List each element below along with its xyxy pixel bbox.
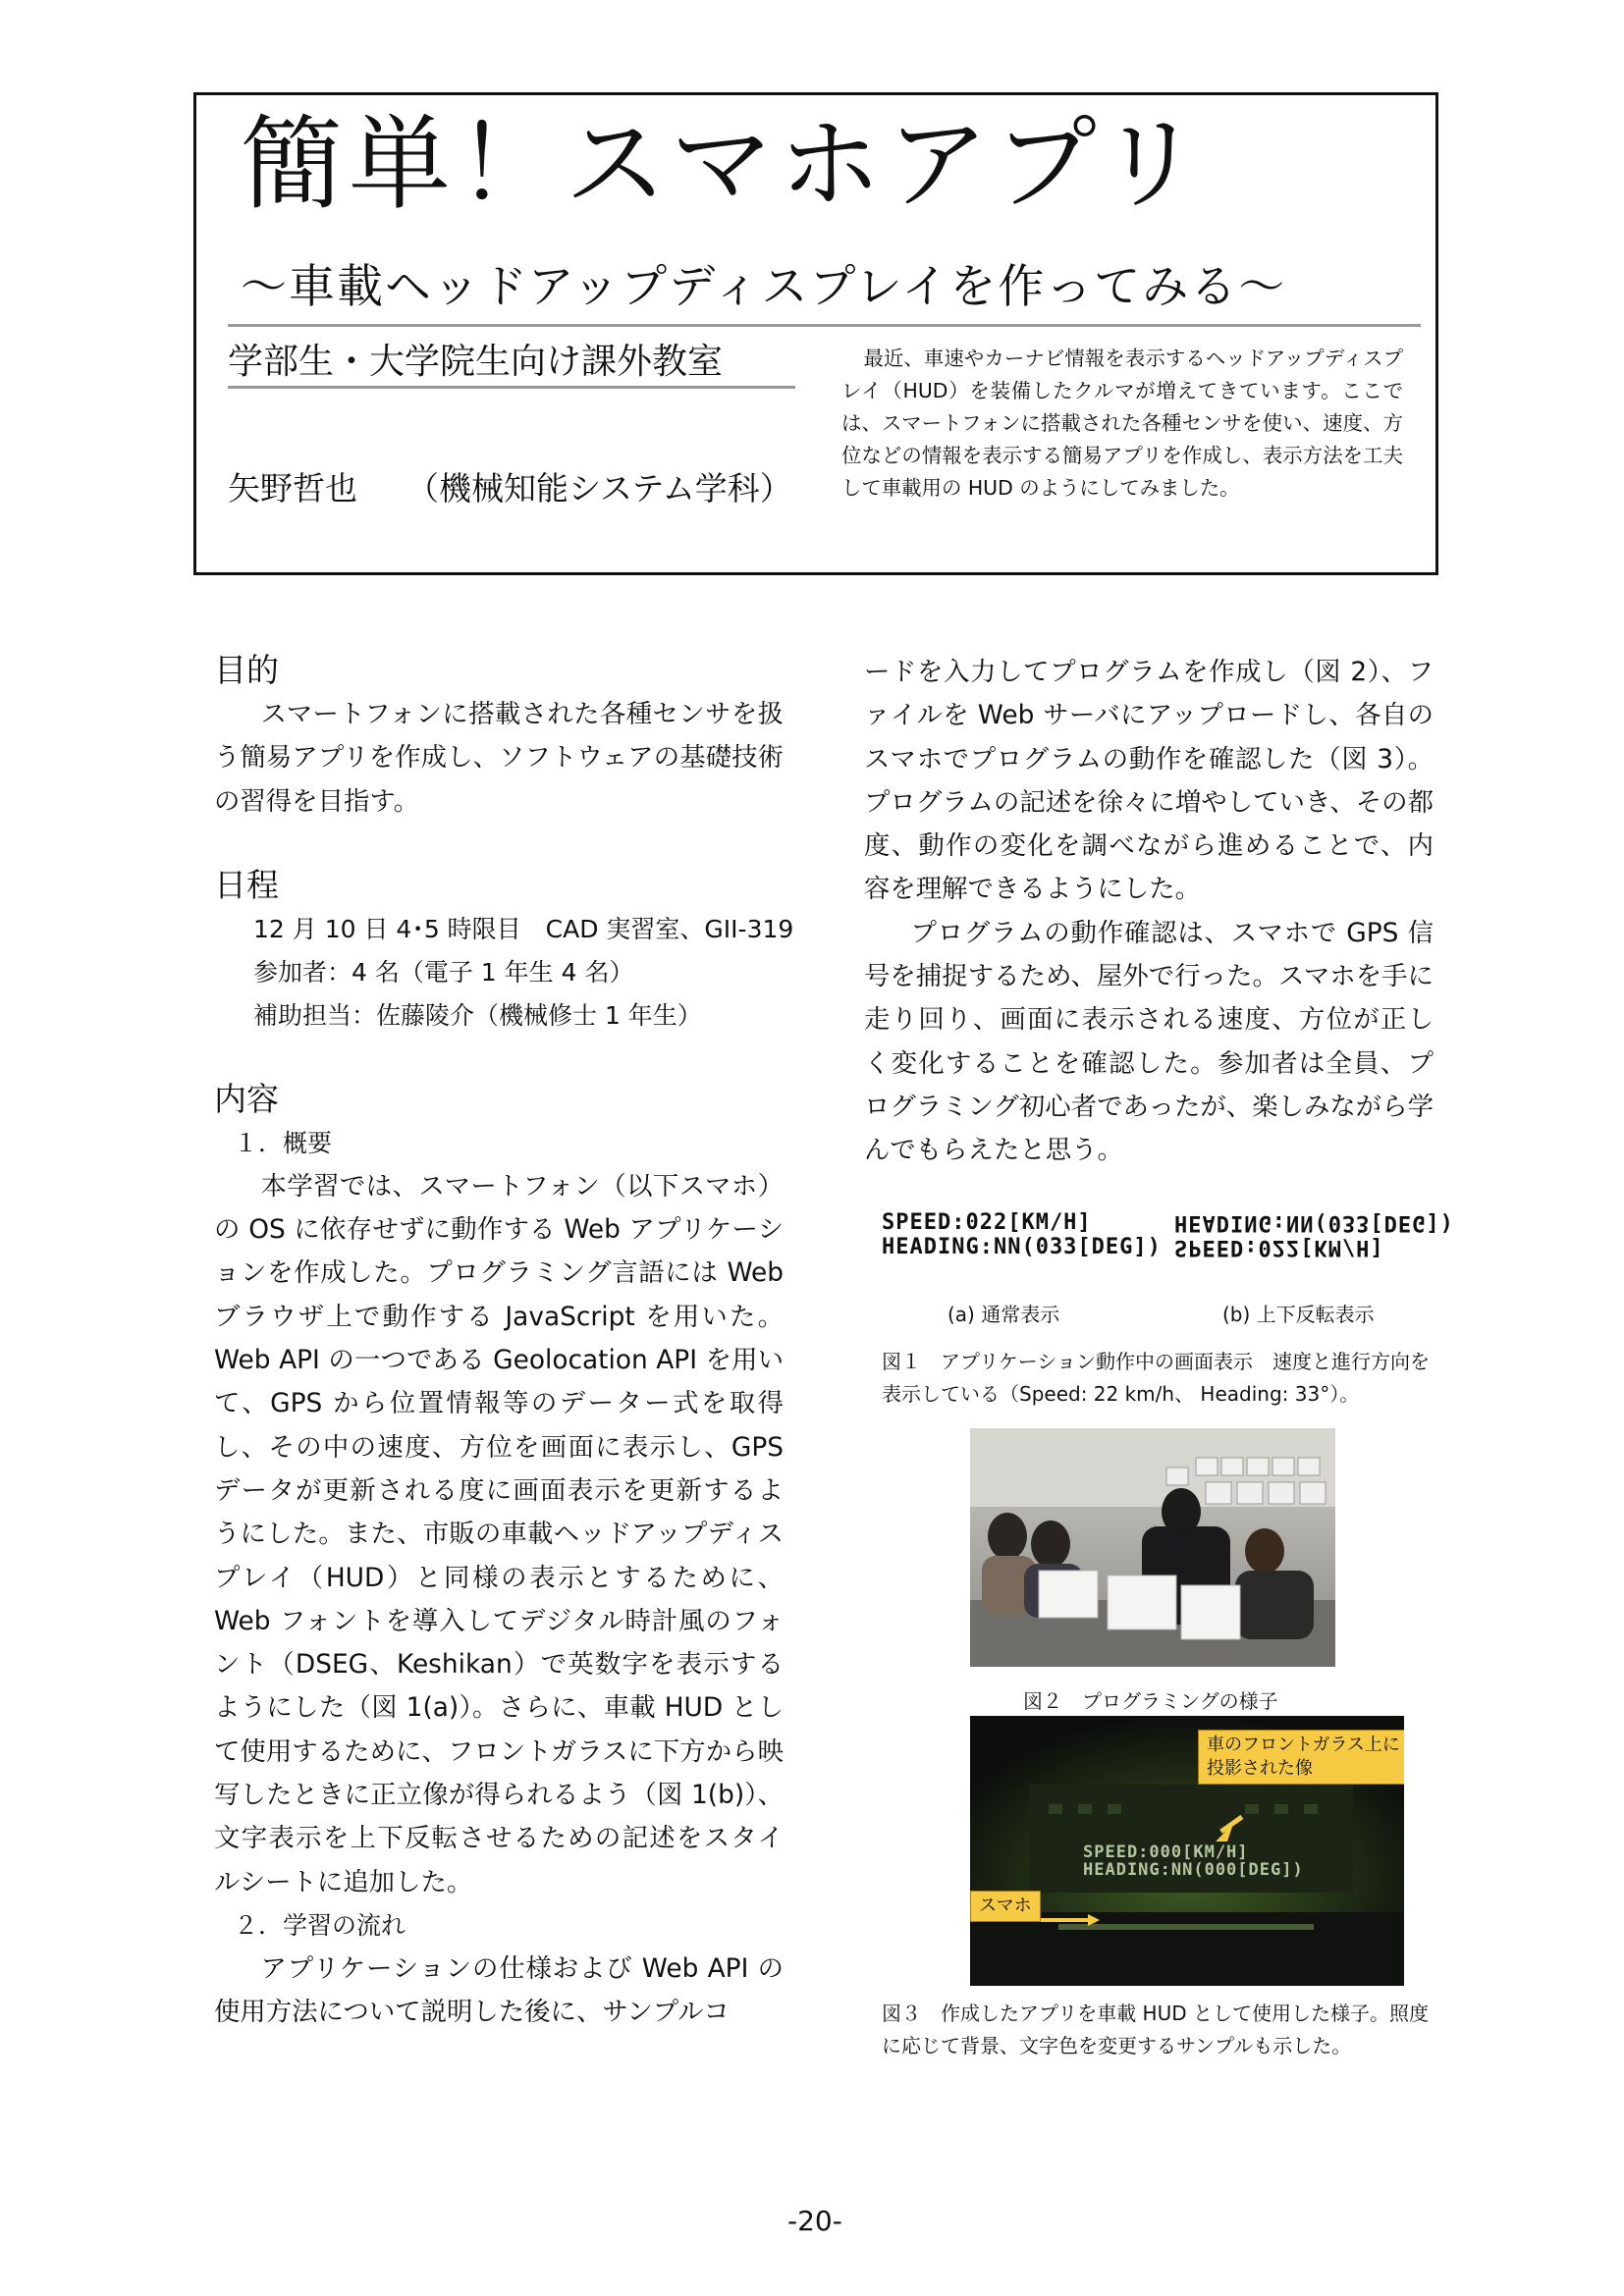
abstract: 最近、車速やカーナビ情報を表示するヘッドアップディスプレイ（HUD）を装備したクルマが増えてきています。ここでは、スマートフォンに搭載された各種センサを使い、速度、方位などの情報を表示する簡易アプリを作成し、表示方法を工夫して車載用の HUD のようにしてみました。	[841, 347, 1403, 500]
course-label: 学部生・大学院生向け課外教室	[228, 342, 724, 382]
section-title-purpose: 目的	[214, 651, 279, 689]
figure2-photo	[970, 1428, 1335, 1667]
smartphone-callout: スマホ	[970, 1891, 1041, 1922]
schedule-assistant: 補助担当：佐藤陵介（機械修士 1 年生）	[253, 1000, 702, 1030]
hud-heading-text: HEADING:NN(033[DEG])	[882, 1235, 1162, 1259]
schedule-participants: 参加者：4 名（電子 1 年生 4 名）	[253, 957, 634, 987]
figure1-label-a: (a) 通常表示	[947, 1303, 1060, 1326]
course-divider	[228, 386, 795, 389]
projected-heading-text: HEADING:NN(000[DEG])	[1083, 1860, 1304, 1880]
section-title-content: 内容	[214, 1079, 279, 1118]
hud-speed-text-flipped: SPEED:022[KM/H]	[1174, 1235, 1384, 1259]
classroom-photo-image	[970, 1428, 1335, 1667]
projected-speed-text: SPEED:000[KM/H]	[1083, 1842, 1249, 1862]
figure2-caption: 図２ プログラミングの様子	[1023, 1689, 1278, 1713]
author-department: （機械知能システム学科）	[406, 469, 792, 507]
page-number: -20-	[787, 2205, 842, 2237]
figure3-caption: 図３ 作成したアプリを車載 HUD として使用した様子。照度に応じて背景、文字色を変更するサンプルも示した。	[882, 2002, 1429, 2057]
figure1-label-b: (b) 上下反転表示	[1222, 1303, 1375, 1326]
right-column	[864, 651, 1434, 1173]
hud-display-normal	[882, 1210, 1162, 1259]
flow-text-start: アプリケーションの仕様および Web API の使用方法について説明した後に、サンプルコ	[214, 1952, 784, 2028]
hud-display-flipped	[1174, 1210, 1454, 1259]
figure3-photo	[970, 1716, 1404, 1986]
section-title-schedule: 日程	[214, 865, 279, 904]
page-subtitle: 〜車載ヘッドアップディスプレイを作ってみる〜	[241, 260, 1287, 314]
flow-text-continued: ードを入力してプログラムを作成し（図 2）、ファイルを Web サーバにアップロードし、各自のスマホでプログラムの動作を確認した（図 3）。プログラムの記述を徐々に増やしていき、その都度、動作の変化を調べながら進めることで、内容を理解できるようにした。	[864, 657, 1434, 905]
header-divider	[228, 324, 1421, 327]
hud-speed-text: SPEED:022[KM/H]	[882, 1210, 1092, 1235]
left-column	[214, 648, 794, 2035]
purpose-text: スマートフォンに搭載された各種センサを扱う簡易アプリを作成し、ソフトウェアの基礎技術の習得を目指す。	[214, 699, 784, 817]
figure1-caption: 図１ アプリケーション動作中の画面表示 速度と進行方向を表示している（Speed: 22 km/h、 Heading: 33°）。	[882, 1350, 1430, 1406]
subsection-overview: １．概要	[234, 1128, 333, 1157]
page-title: 簡単！スマホアプリ	[241, 104, 1207, 224]
author-line	[228, 463, 792, 509]
projected-hud	[1083, 1843, 1304, 1879]
windshield-callout: 車のフロントガラス上に投影された像	[1198, 1730, 1404, 1785]
hud-heading-text-flipped: HEADING:NN(033[DEG])	[1174, 1210, 1454, 1235]
subsection-flow: ２．学習の流れ	[234, 1910, 406, 1940]
testing-text: プログラムの動作確認は、スマホで GPS 信号を捕捉するため、屋外で行った。スマホを手に走り回り、画面に表示される速度、方位が正しく変化することを確認した。参加者は全員、プログラミング初心者であったが、楽しみながら学んでもらえたと思う。	[864, 917, 1434, 1166]
author-name: 矢野哲也	[228, 469, 357, 507]
overview-text: 本学習では、スマートフォン（以下スマホ）の OS に依存せずに動作する Web アプリケーションを作成した。プログラミング言語には Web ブラウザ上で動作する JavaScript を用いた。Web API の一つである Geolocation API を用いて、GPS から位置情報等のデーター式を取得し、その中の速度、方位を画面に表示し、GPS データが更新される度に画面表示を更新するようにした。また、市販の車載ヘッドアップディスプレイ（HUD）と同様の表示とするために、Web フォントを導入してデジタル時計風のフォント（DSEG、Keshikan）で英数字を表示するようにした（図 1(a)）。さらに、車載 HUD として使用するために、フロントガラスに下方から映写したときに正立像が得られるよう（図 1(b)）、文字表示を上下反転させるための記述をスタイルシートに追加した。	[214, 1170, 784, 1897]
schedule-date: 12 月 10 日 4･5 時限目 CAD 実習室、GII-319	[253, 914, 794, 943]
